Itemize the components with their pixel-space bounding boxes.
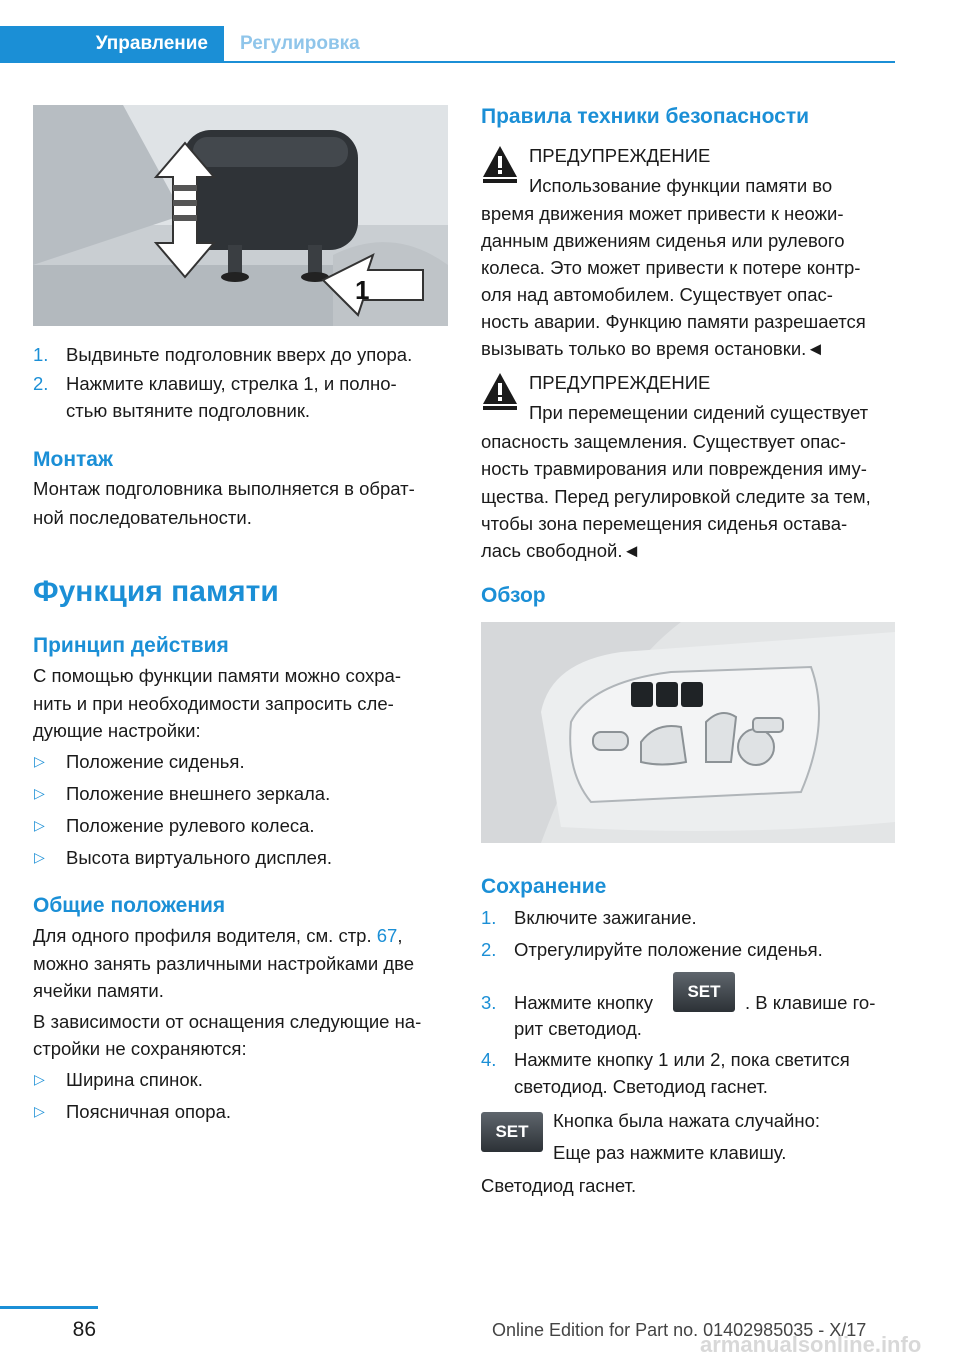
seat-controls-figure [481, 622, 895, 843]
warning-text: лась свободной.◄ [481, 540, 641, 561]
note-text: Еще раз нажмите клавишу. [553, 1142, 787, 1163]
mount-heading: Монтаж [33, 448, 113, 471]
warning-icon [481, 370, 519, 412]
paragraph-line: можно занять различными настройками две [33, 953, 415, 974]
bullet-triangle-icon: ▷ [34, 785, 45, 801]
warning-text: ность травмирования или повреждения иму- [481, 458, 867, 479]
step-text: Нажмите кнопку [514, 992, 653, 1013]
headrest-figure [33, 105, 448, 326]
bullet-triangle-icon: ▷ [34, 1071, 45, 1087]
warning-text: ность аварии. Функцию памяти разрешается [481, 311, 866, 332]
warning-icon [481, 143, 519, 185]
list-item: Положение рулевого колеса. [66, 815, 315, 836]
step-text: стью вытяните подголовник. [66, 400, 311, 421]
step-number: 4. [481, 1049, 497, 1070]
warning-text: опасность защемления. Существует опас- [481, 431, 846, 452]
step-text: светодиод. Светодиод гаснет. [514, 1076, 768, 1097]
bullet-triangle-icon: ▷ [34, 753, 45, 769]
warning-text: данным движениям сиденья или рулевого [481, 230, 845, 251]
warning-text: оля над автомобилем. Существует опас- [481, 284, 833, 305]
paragraph-line: В зависимости от оснащения следующие на- [33, 1011, 422, 1032]
arrow-label: 1 [355, 275, 370, 305]
warning-text: При перемещении сидений существует [529, 402, 869, 423]
save-heading: Сохранение [481, 875, 607, 898]
paragraph-line: дующие настройки: [33, 720, 201, 741]
note-text: Светодиод гаснет. [481, 1175, 637, 1196]
list-item: Положение внешнего зеркала. [66, 783, 331, 804]
tab-controls[interactable]: Управление [0, 26, 224, 61]
list-item: Положение сиденья. [66, 751, 245, 772]
set-button-icon: SET [673, 972, 735, 1012]
principle-heading: Принцип действия [33, 634, 229, 657]
footer-rule [0, 1306, 98, 1309]
step-text: Включите зажигание. [514, 907, 697, 928]
step-text: Выдвиньте подголовник вверх до упора. [66, 344, 413, 365]
seat-controls-illustration [481, 622, 895, 843]
warning-text: щества. Перед регулировкой следите за тем, [481, 486, 871, 507]
warning-title: ПРЕДУПРЕЖДЕНИЕ [529, 372, 711, 393]
step-number: 1. [481, 907, 497, 928]
safety-heading: Правила техники безопасности [481, 105, 810, 128]
set-button-icon: SET [481, 1112, 543, 1152]
paragraph-line: нить и при необходимости запросить сле- [33, 693, 394, 714]
step-number: 1. [33, 344, 49, 365]
general-heading: Общие положения [33, 894, 226, 917]
step-text: рит светодиод. [514, 1018, 642, 1039]
tab-adjustment[interactable]: Регулировка [240, 32, 360, 54]
step-number: 2. [33, 373, 49, 394]
paragraph-line: ной последовательности. [33, 507, 252, 528]
paragraph-line: Для одного профиля водителя, см. стр. 67, [33, 925, 403, 946]
bullet-triangle-icon: ▷ [34, 1103, 45, 1119]
step-text: Нажмите кнопку 1 или 2, пока светится [514, 1049, 850, 1070]
page-link[interactable]: 67 [376, 925, 398, 946]
watermark: armanualsonline.info [700, 1332, 922, 1357]
step-text: Отрегулируйте положение сиденья. [514, 939, 823, 960]
header-rule [0, 61, 895, 63]
warning-title: ПРЕДУПРЕЖДЕНИЕ [529, 145, 711, 166]
step-number: 3. [481, 992, 497, 1013]
list-item: Поясничная опора. [66, 1101, 232, 1122]
page-number: 86 [72, 1318, 96, 1341]
paragraph-line: ячейки памяти. [33, 980, 164, 1001]
list-item: Высота виртуального дисплея. [66, 847, 333, 868]
paragraph-line: стройки не сохраняются: [33, 1038, 247, 1059]
paragraph-line: С помощью функции памяти можно сохра- [33, 665, 402, 686]
overview-heading: Обзор [481, 584, 546, 607]
step-number: 2. [481, 939, 497, 960]
step-text: Нажмите клавишу, стрелка 1, и полно- [66, 373, 397, 394]
warning-text: Использование функции памяти во [529, 175, 833, 196]
edition-footer: Online Edition for Part no. 01402985035 - X/17 [492, 1320, 867, 1340]
bullet-triangle-icon: ▷ [34, 817, 45, 833]
section-title: Функция памяти [33, 575, 279, 608]
bullet-triangle-icon: ▷ [34, 849, 45, 865]
list-item: Ширина спинок. [66, 1069, 203, 1090]
warning-text: вызывать только во время остановки.◄ [481, 338, 825, 359]
warning-text: время движения может привести к неожи- [481, 203, 844, 224]
step-text: . В клавише го- [745, 992, 876, 1013]
note-text: Кнопка была нажата случайно: [553, 1110, 821, 1131]
warning-text: колеса. Это может привести к потере контр- [481, 257, 861, 278]
warning-text: чтобы зона перемещения сиденья остава- [481, 513, 848, 534]
headrest-illustration [33, 105, 448, 326]
paragraph-line: Монтаж подголовника выполняется в обрат- [33, 478, 415, 499]
